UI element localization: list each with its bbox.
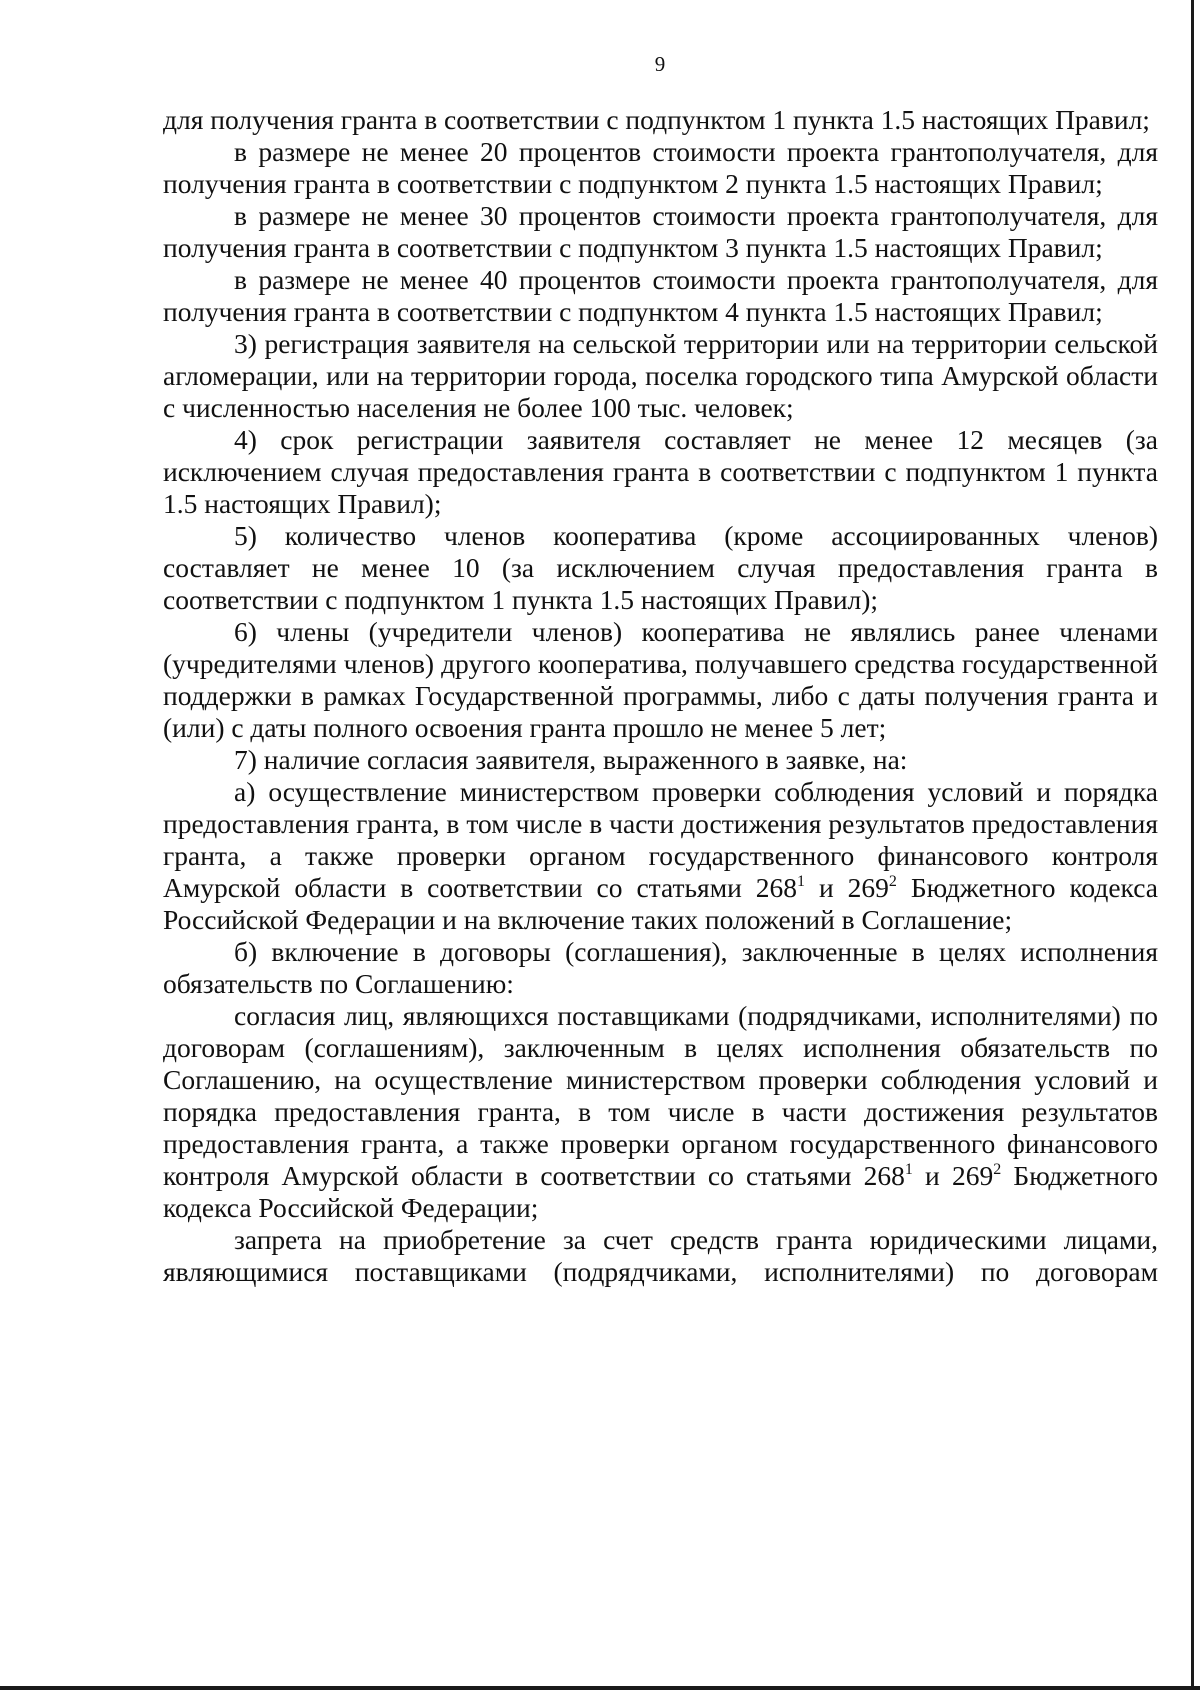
paragraph: для получения гранта в соответствии с подпунктом 1 пункта 1.5 настоящих Правил; [163, 104, 1150, 135]
text-run: Бюджетного кодекса Российской Федерации и на включение таких положений в Соглашение; [163, 872, 1158, 935]
text-run: и 269 [912, 1160, 994, 1191]
superscript: 1 [797, 873, 806, 890]
text-run: а) осуществление министерством проверки соблюдения условий и порядка предоставления гранта, в том числе в части достижения результатов предоставления гранта, а также проверки органом государственного финансового контроля Амурской области в соответствии со статьями 268 [163, 776, 1158, 903]
scan-edge-bottom [0, 1686, 1200, 1690]
paragraph: 5) количество членов кооператива (кроме ассоциированных членов) составляет не менее 10 (за исключением случая предоставления гранта в соответствии с подпунктом 1 пункта 1.5 настоящих Правил); [163, 520, 1158, 615]
text-run: Бюджетного кодекса Российской Федерации; [163, 1160, 1159, 1223]
text-run: и 269 [805, 872, 889, 903]
superscript: 1 [904, 1161, 913, 1178]
text-run: согласия лиц, являющихся поставщиками (подрядчиками, исполнителями) по договорам (соглашениям), заключенным в целях исполнения обязательств по Соглашению, на осуществление министерством проверки соблюдения условий и порядка предоставления гранта, в том числе в части достижения результатов предоставления гранта, а также проверки органом государственного финансового контроля Амурской области в соответствии со статьями 268 [163, 1000, 1158, 1191]
paragraph-with-superscripts [163, 1000, 1158, 1224]
superscript: 2 [993, 1161, 1002, 1178]
page-number: 9 [654, 52, 666, 76]
paragraph: б) включение в договоры (соглашения), заключенные в целях исполнения обязательств по Соглашению: [163, 936, 1158, 999]
paragraph: 4) срок регистрации заявителя составляет не менее 12 месяцев (за исключением случая предоставления гранта в соответствии с подпунктом 1 пункта 1.5 настоящих Правил); [163, 424, 1158, 519]
paragraph: в размере не менее 20 процентов стоимости проекта грантополучателя, для получения гранта в соответствии с подпунктом 2 пункта 1.5 настоящих Правил; [163, 136, 1158, 199]
paragraph: запрета на приобретение за счет средств гранта юридическими лицами, являющимися поставщиками (подрядчиками, исполнителями) по договорам [163, 1224, 1158, 1287]
paragraph-with-superscripts [163, 776, 1158, 936]
paragraph: 3) регистрация заявителя на сельской территории или на территории сельской агломерации, или на территории города, поселка городского типа Амурской области с численностью населения не более 100 тыс. человек; [163, 328, 1158, 423]
superscript: 2 [888, 873, 897, 890]
document-body [163, 104, 1158, 1288]
paragraph: в размере не менее 30 процентов стоимости проекта грантополучателя, для получения гранта в соответствии с подпунктом 3 пункта 1.5 настоящих Правил; [163, 200, 1158, 263]
scan-edge-right [1191, 0, 1194, 1690]
paragraph: в размере не менее 40 процентов стоимости проекта грантополучателя, для получения гранта в соответствии с подпунктом 4 пункта 1.5 настоящих Правил; [163, 264, 1158, 327]
paragraph: 7) наличие согласия заявителя, выраженного в заявке, на: [234, 744, 908, 775]
paragraph: 6) члены (учредители членов) кооператива не являлись ранее членами (учредителями членов) другого кооператива, получавшего средства государственной поддержки в рамках Государственной программы, либо с даты получения гранта и (или) с даты полного освоения гранта прошло не менее 5 лет; [163, 616, 1158, 743]
